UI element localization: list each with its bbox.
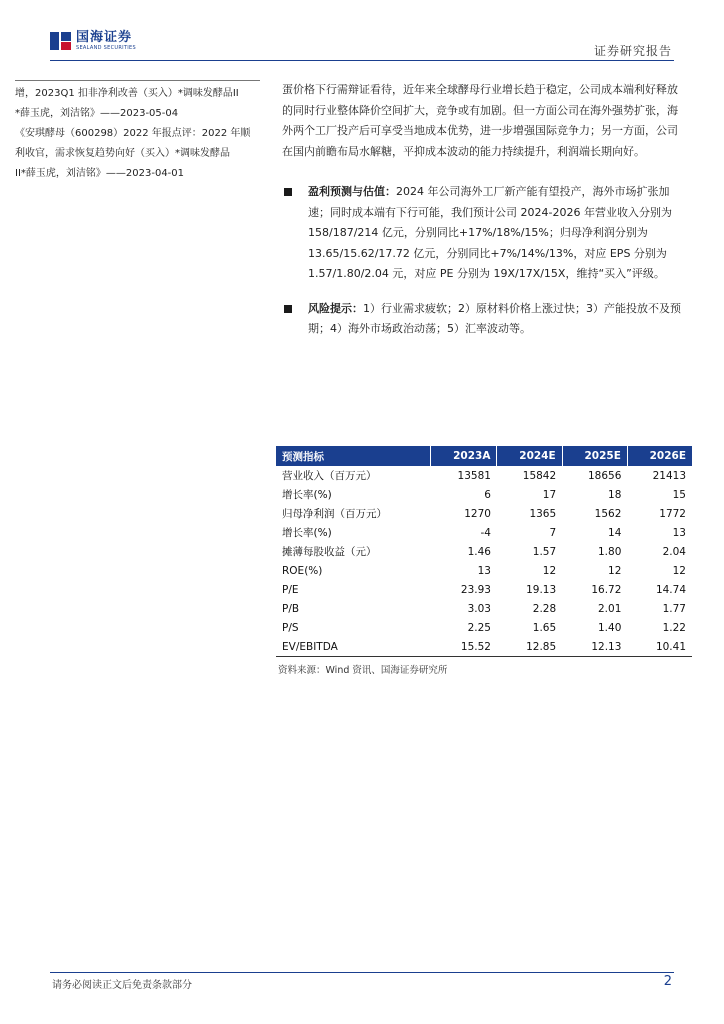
value-cell: 1562 (594, 507, 622, 520)
sidebar-divider (15, 80, 260, 81)
value-cell: 7 (549, 526, 557, 539)
value-cell: 1.57 (532, 545, 557, 558)
value-cell: 1.77 (662, 602, 686, 615)
value-cell: 1365 (529, 507, 557, 520)
value-cell: 12 (608, 564, 622, 577)
table-row (276, 599, 692, 618)
value-cell: 13 (672, 526, 686, 539)
value-cell: 15842 (522, 469, 557, 482)
value-cell: 19.13 (526, 583, 557, 596)
table-header-cell: 预测指标 (276, 446, 430, 466)
risk-warning-bullet (282, 299, 682, 340)
value-cell: 14.74 (655, 583, 686, 596)
table-header-cell: 2025E (562, 446, 627, 466)
body-paragraph: 蛋价格下行需辩证看待，近年来全球酵母行业增长趋于稳定，公司成本端利好释放的同时行业整体降价空间扩大，竞争或有加剧。但一方面公司在海外强势扩张，海外两个工厂投产后可享受当地成本优势，进一步增强国际竞争力；另一方面，公司在国内前瞻布局水解糖，平抑成本波动的能力持续提升，利润端长期向好。 (282, 83, 678, 158)
row-label-cell: P/S (282, 621, 299, 634)
table-row (276, 504, 692, 523)
bullet-text: 1）行业需求疲软；2）原材料价格上涨过快；3）产能投放不及预期；4）海外市场政治动荡；5）汇率波动等。 (308, 301, 681, 335)
value-cell: 10.41 (627, 637, 692, 657)
value-cell: 1.46 (467, 545, 491, 558)
row-label-cell: P/E (282, 583, 299, 596)
row-label-cell: EV/EBITDA (276, 637, 430, 657)
value-cell: 15.52 (430, 637, 496, 657)
value-cell: 13 (477, 564, 491, 577)
forecast-table (276, 446, 692, 657)
related-report-line: 《安琪酵母（600298）2022 年报点评：2022 年顺 (15, 128, 251, 139)
value-cell: 12.85 (497, 637, 562, 657)
earnings-forecast-bullet (282, 182, 682, 285)
bullet-square-icon (284, 305, 292, 313)
bullet-heading: 盈利预测与估值： (308, 185, 396, 198)
value-cell: 2.01 (598, 602, 622, 615)
row-label-cell: P/B (282, 602, 300, 615)
value-cell: 1.40 (598, 621, 622, 634)
table-row (276, 561, 692, 580)
footer-divider (50, 972, 674, 973)
row-label-cell: 营业收入（百万元） (282, 470, 377, 482)
table-row (276, 485, 692, 504)
table-row (276, 542, 692, 561)
disclaimer-note: 请务必阅读正文后免责条款部分 (52, 980, 192, 991)
related-report-line: 利收官，需求恢复趋势向好（买入）*调味发酵品 (15, 148, 230, 159)
table-source-note: 资料来源：Wind 资讯、国海证券研究所 (278, 665, 448, 676)
value-cell: 1270 (464, 507, 491, 520)
value-cell: 16.72 (591, 583, 622, 596)
value-cell: 2.25 (467, 621, 491, 634)
page-number: 2 (663, 974, 672, 989)
table-header-cell: 2026E (627, 446, 692, 466)
row-label-cell: 增长率(%) (282, 489, 332, 501)
report-type-label: 证券研究报告 (593, 44, 672, 58)
row-label-cell: ROE(%) (282, 564, 323, 577)
value-cell: 2.28 (532, 602, 557, 615)
related-reports (15, 84, 260, 184)
value-cell: 17 (542, 488, 557, 501)
value-cell: 6 (484, 488, 491, 501)
table-row (276, 523, 692, 542)
value-cell: 15 (672, 488, 686, 501)
table-header-cell: 2024E (497, 446, 562, 466)
main-body (282, 80, 682, 340)
table-row (276, 466, 692, 485)
row-label-cell: 增长率(%) (282, 527, 332, 539)
value-cell: 14 (608, 526, 622, 539)
bullet-square-icon (284, 188, 292, 196)
header-divider (50, 60, 674, 61)
value-cell: 1.65 (532, 621, 557, 634)
value-cell: 1.22 (662, 621, 686, 634)
logo-mark-icon (50, 30, 72, 52)
logo-name-cn: 国海证券 (76, 30, 133, 45)
related-report-line: II*薛玉虎，刘洁铭》——2023-04-01 (15, 168, 185, 179)
value-cell: 12 (542, 564, 557, 577)
bullet-text: 2024 年公司海外工厂新产能有望投产，海外市场扩张加速；同时成本端有下行可能，我们预计公司 2024-2026 年营业收入分别为 158/187/214 亿元，分别同比+17%/18%/15%；归母净利润分别为 13.65/15.62/17.72 亿元，分别同比+7%/14%/13%，对应 EPS 分别为 1.57/1.80/2.04 元，对应 PE 分别为 19X/17X/15X，维持“买入”评级。 (308, 185, 672, 280)
table-row (276, 637, 692, 657)
table-row (276, 580, 692, 599)
value-cell: 12.13 (562, 637, 627, 657)
related-report-line: 增，2023Q1 扣非净利改善（买入）*调味发酵品II (15, 88, 239, 99)
logo-name-en: SEALAND SECURITIES (76, 45, 136, 51)
value-cell: 2.04 (662, 545, 686, 558)
bullet-heading: 风险提示： (308, 301, 363, 315)
related-report-line: *薛玉虎，刘洁铭》——2023-05-04 (15, 108, 179, 119)
value-cell: 23.93 (460, 583, 491, 596)
forecast-table-block (276, 446, 692, 676)
value-cell: 18656 (587, 469, 622, 482)
page-header (0, 0, 724, 70)
row-label-cell: 摊薄每股收益（元） (282, 546, 377, 558)
value-cell: 18 (608, 488, 622, 501)
company-logo (50, 30, 136, 52)
value-cell: -4 (480, 526, 491, 539)
value-cell: 13581 (457, 469, 491, 482)
value-cell: 1772 (659, 507, 686, 520)
table-row (276, 618, 692, 637)
table-header-cell: 2023A (430, 446, 496, 466)
value-cell: 1.80 (598, 545, 622, 558)
value-cell: 21413 (652, 469, 686, 482)
value-cell: 12 (672, 564, 686, 577)
table-header-row (276, 446, 692, 466)
value-cell: 3.03 (467, 602, 491, 615)
row-label-cell: 归母净利润（百万元） (282, 508, 387, 520)
